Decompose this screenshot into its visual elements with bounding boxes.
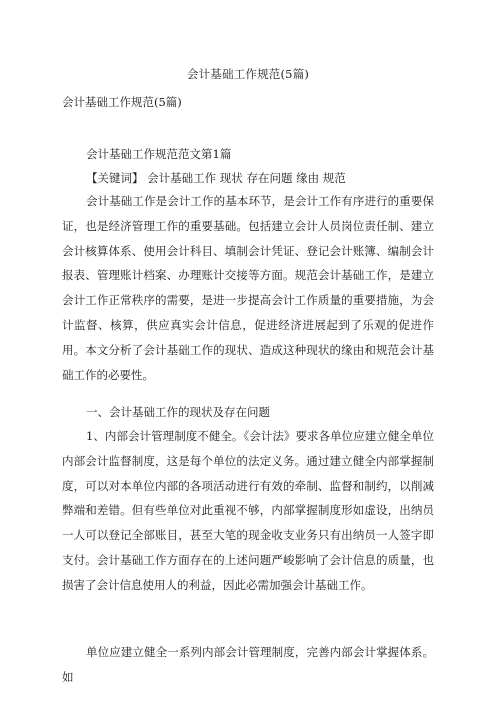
keywords-line: 【关键词】 会计基础工作 现状 存在问题 缘由 规范: [86, 171, 346, 185]
paragraph-intro: 会计基础工作是会计工作的基本环节，是会计工作有序进行的重要保证，也是经济管理工作的重要基础。包括建立会计人员岗位责任制、建立会计核算体系、使用会计科目、填制会计凭证、登记会计账簿、编制会计报表、管理账计档案、办理账计交接等方面。规范会计基础工作，是建立会计工作正常秩序的需要，是进一步提高会计工作质量的重要措施，为会计监督、核算，供应真实会计信息，促进经济进展起到了乐观的促进作用。本文分析了会计基础工作的现状、造成这种现状的缘由和规范会计基础工作的必要性。: [62, 194, 434, 382]
document-title: 会计基础工作规范(5篇): [186, 67, 310, 81]
paragraph-internal-control: 1、内部会计管理制度不健全。《会计法》要求各单位应建立健全单位内部会计监督制度，这是每个单位的法定义务。通过建立健全内部掌握制度，可以对本单位内部的各项活动进行有效的牵制、监督和制约，以削减弊端和差错。但有些单位对此重视不够，内部掌握制度形如虚设，出纳员一人可以登记全部账目，甚至大笔的现金收支业务只有出纳员一人签字即支付。会计基础工作方面存在的上述问题严峻影响了会计信息的质量，也损害了会计信息使用人的利益，因此必需加强会计基础工作。: [62, 429, 434, 592]
document-subtitle: 会计基础工作规范(5篇): [62, 95, 182, 109]
paragraph-continuation: 单位应建立健全一系列内部会计管理制度，完善内部会计掌握体系。如: [62, 645, 434, 684]
section-heading: 会计基础工作规范范文第1篇: [86, 147, 232, 161]
heading-current-status: 一、会计基础工作的现状及存在问题: [86, 405, 270, 419]
